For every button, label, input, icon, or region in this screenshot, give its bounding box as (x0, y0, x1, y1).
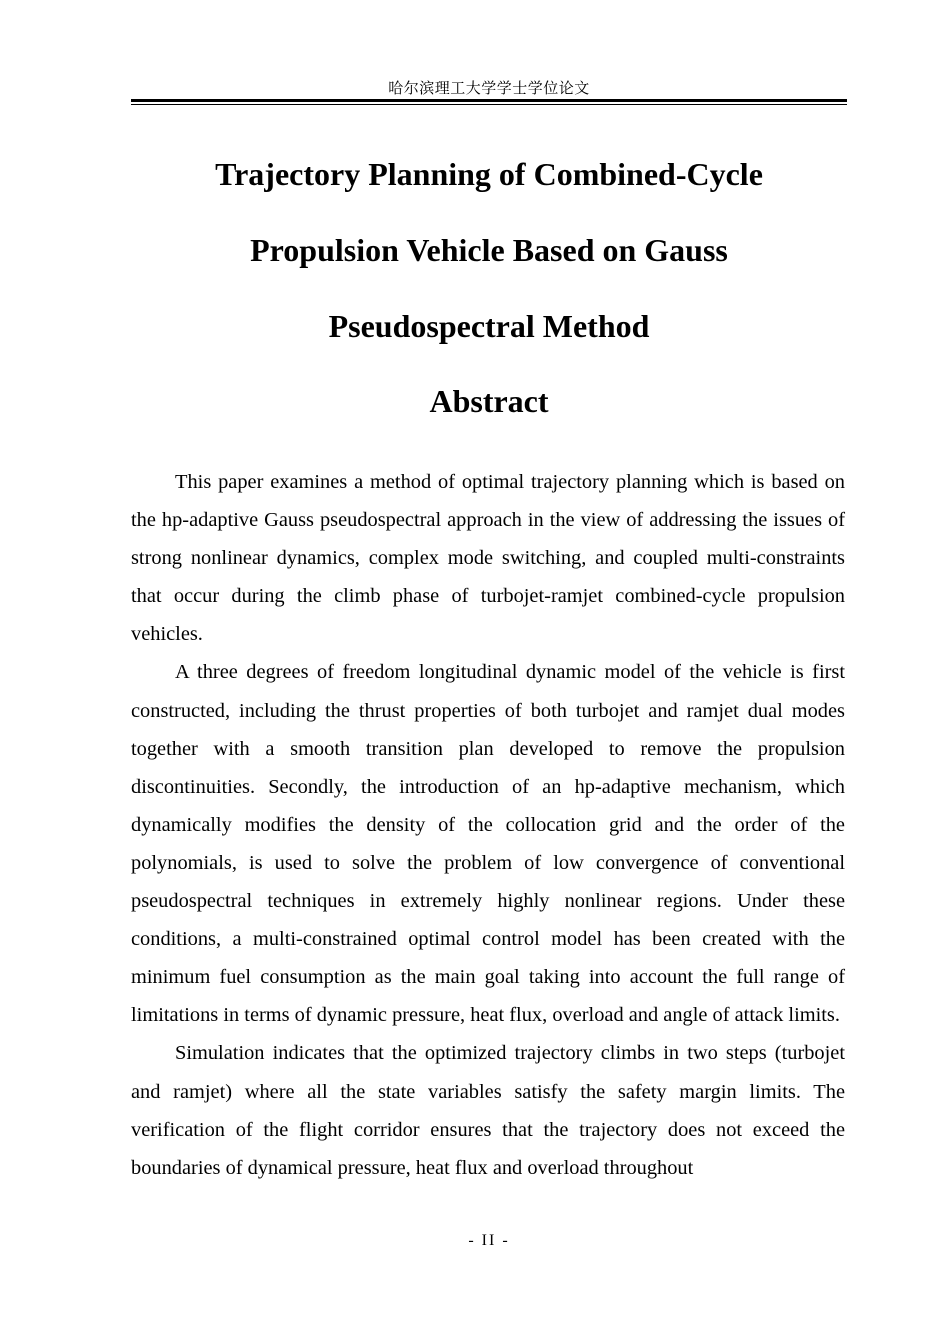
title-line-1: Trajectory Planning of Combined-Cycle (215, 156, 763, 192)
running-header: 哈尔滨理工大学学士学位论文 (388, 79, 590, 97)
abstract-paragraph-3: Simulation indicates that the optimized trajectory climbs in two steps (turbojet and ramjet) where all the state variables satisfy the safety margin limits. The verification of the flight corridor ensures that the trajectory does not exceed the boundaries of dynamical pressure, heat flux and overload throughout (131, 1042, 845, 1179)
page-number: - II - (468, 1232, 510, 1249)
abstract-paragraph-1: This paper examines a method of optimal trajectory planning which is based on the hp-adaptive Gauss pseudospectral approach in the view of addressing the issues of strong nonlinear dynamics, complex mode switching, and coupled multi-constraints that occur during the climb phase of turbojet-ramjet combined-cycle propulsion vehicles. (131, 471, 845, 646)
title-line-3: Pseudospectral Method (328, 308, 650, 344)
thesis-title (131, 136, 847, 364)
header-rule-thin (131, 104, 847, 105)
abstract-heading: Abstract (429, 383, 549, 419)
abstract-paragraph-2: A three degrees of freedom longitudinal dynamic model of the vehicle is first constructed, including the thrust properties of both turbojet and ramjet dual modes together with a smooth transition plan developed to remove the propulsion discontinuities. Secondly, the introduction of an hp-adaptive mechanism, which dynamically modifies the density of the collocation grid and the order of the polynomials, is used to solve the problem of low convergence of conventional pseudospectral techniques in extremely highly nonlinear regions. Under these conditions, a multi-constrained optimal control model has been created with the minimum fuel consumption as the main goal taking into account the full range of limitations in terms of dynamic pressure, heat flux, overload and angle of attack limits. (131, 661, 845, 1027)
title-line-2: Propulsion Vehicle Based on Gauss (250, 232, 728, 268)
abstract-body (131, 463, 845, 1187)
header-rule-thick (131, 99, 847, 102)
